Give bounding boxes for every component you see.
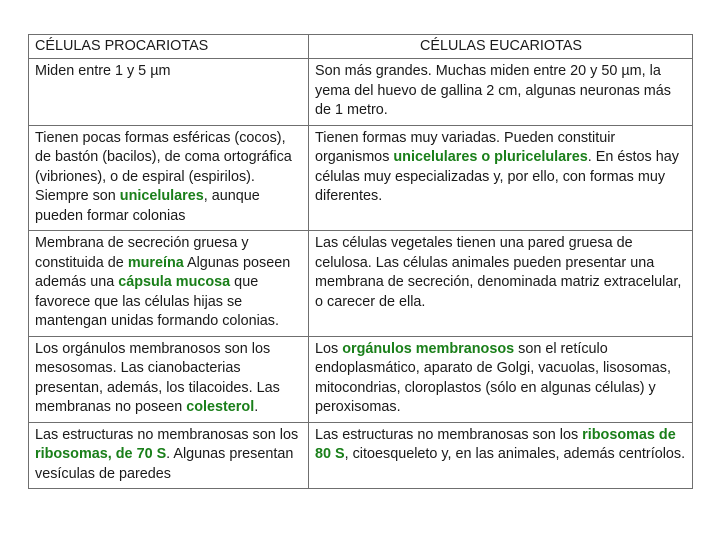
table-row — [29, 59, 693, 126]
cell-eukaryotes — [309, 59, 693, 126]
cell-text: Membrana de secreción gruesa y constituida de — [35, 235, 249, 271]
cell-text: Las estructuras no membranosas son los — [315, 426, 583, 443]
table-row — [29, 336, 693, 422]
cell-text: . — [254, 399, 259, 415]
cell-prokaryotes — [29, 125, 309, 231]
highlighted-term: mureína — [127, 254, 184, 271]
cell-prokaryotes — [29, 336, 309, 422]
highlighted-term: orgánulos membranosos — [342, 340, 515, 357]
cell-text: Las estructuras no membranosas son los — [35, 426, 299, 443]
table-body — [29, 59, 693, 489]
cell-text: Son más grandes. Muchas miden entre 20 y 50 µm, la yema del huevo de gallina 2 cm, algunas neuronas más de 1 metro. — [315, 63, 671, 118]
highlighted-term: unicelulares — [119, 188, 204, 204]
cell-text: Algunas poseen además una — [35, 254, 291, 290]
cell-eukaryotes — [309, 125, 693, 231]
header-row — [29, 35, 693, 59]
table-row — [29, 231, 693, 337]
highlighted-term: ribosomas de 80 S — [315, 426, 676, 462]
cell-text: , aunque pueden formar colonias — [35, 188, 260, 224]
cell-eukaryotes — [309, 336, 693, 422]
cell-text: , citoesqueleto y, en las animales, además centríolos. — [344, 446, 686, 462]
cell-text: . En éstos hay células muy especializadas y, por ello, con formas muy diferentes. — [315, 149, 679, 204]
cell-prokaryotes — [29, 231, 309, 337]
comparison-table — [28, 34, 693, 489]
highlighted-term: unicelulares o pluricelulares — [393, 149, 588, 165]
cell-text: son el retículo endoplasmático, aparato de Golgi, vacuolas, lisosomas, mitocondrias, cloroplastos (sólo en algunas células) y peroxisomas. — [315, 340, 671, 415]
table-row — [29, 422, 693, 489]
cell-text: que favorece que las células hijas se mantengan unidas formando colonias. — [35, 274, 280, 329]
header-eukaryotes: CÉLULAS EUCARIOTAS — [309, 35, 693, 59]
cell-text: . Algunas presentan vesículas de paredes — [35, 446, 294, 482]
cell-text: Los orgánulos membranosos son los mesosomas. Las cianobacterias presentan, además, los tilacoides. Las membranas no poseen — [35, 340, 280, 415]
highlighted-term: cápsula mucosa — [118, 274, 231, 290]
highlighted-term: colesterol — [186, 399, 255, 415]
table-row — [29, 125, 693, 231]
cell-eukaryotes — [309, 231, 693, 337]
cell-text: Tienen formas muy variadas. Pueden constituir organismos — [315, 129, 616, 165]
highlighted-term: ribosomas, de 70 S — [35, 446, 167, 462]
cell-text: Tienen pocas formas esféricas (cocos), de bastón (bacilos), de coma ortográfica (vibriones), o de espiral (espirilos). Siempre son — [35, 129, 292, 204]
header-prokaryotes: CÉLULAS PROCARIOTAS — [29, 35, 309, 59]
cell-prokaryotes — [29, 59, 309, 126]
cell-prokaryotes — [29, 422, 309, 489]
cell-text: Los — [315, 340, 343, 357]
cell-text: Miden entre 1 y 5 µm — [35, 63, 171, 79]
cell-eukaryotes — [309, 422, 693, 489]
cell-text: Las células vegetales tienen una pared gruesa de celulosa. Las células animales pueden presentar una membrana de secreción, denominada matriz extracelular, o carecer de ella. — [315, 235, 682, 310]
